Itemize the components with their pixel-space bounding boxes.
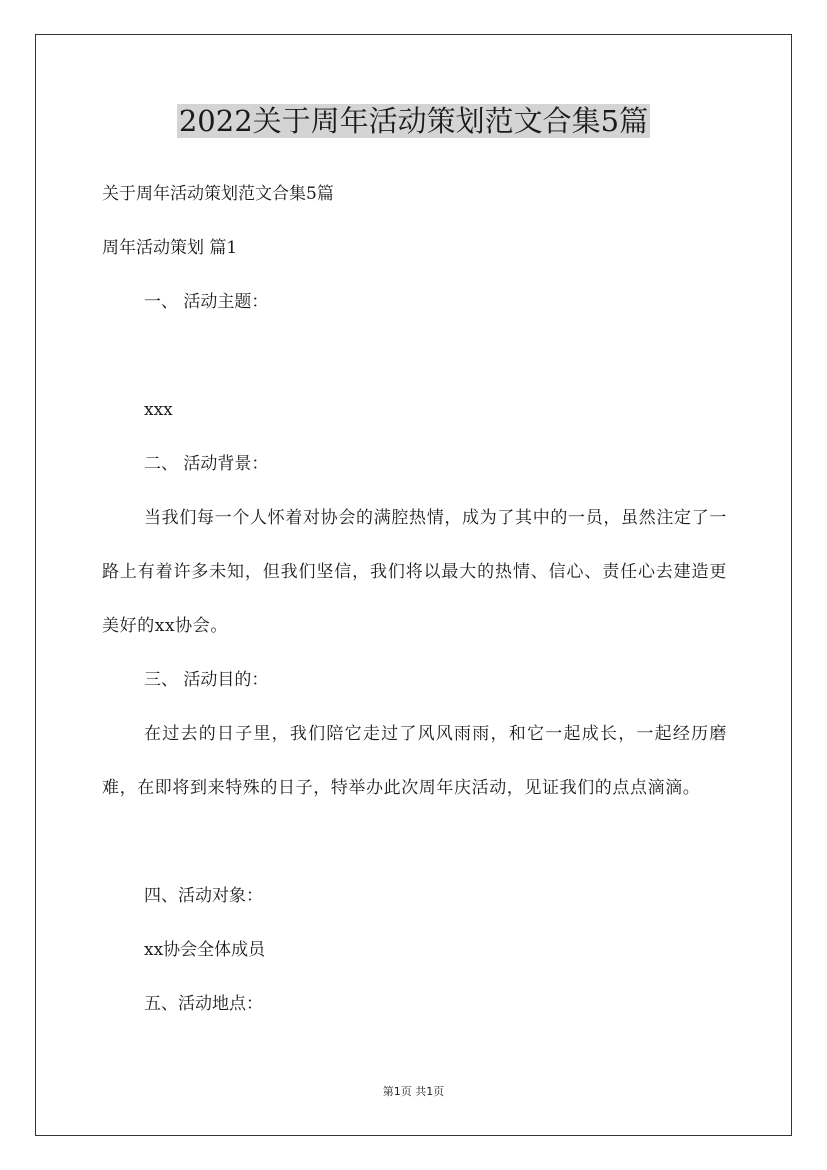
section-heading-audience: 四、活动对象： xyxy=(144,886,263,906)
purpose-paragraph: 在过去的日子里，我们陪它走过了风风雨雨，和它一起成长，一起经历磨难，在即将到来特殊的日子，特举办此次周年庆活动，见证我们的点点滴滴。 xyxy=(102,724,727,798)
background-paragraph: 当我们每一个人怀着对协会的满腔热情，成为了其中的一员，虽然注定了一路上有着许多未知，但我们坚信，我们将以最大的热情、信心、责任心去建造更美好的xx协会。 xyxy=(102,508,727,636)
section-heading-theme: 一、 活动主题： xyxy=(144,292,269,312)
document-title-text: 2022关于周年活动策划范文合集5篇 xyxy=(178,104,649,138)
audience-value: xx协会全体成员 xyxy=(144,940,266,960)
document-subtitle: 关于周年活动策划范文合集5篇 xyxy=(102,184,334,204)
page-number-footer: 第1页 共1页 xyxy=(382,1085,445,1098)
theme-value: xxx xyxy=(144,400,173,420)
section-heading-location: 五、活动地点： xyxy=(144,994,263,1014)
part-heading: 周年活动策划 篇1 xyxy=(102,238,238,258)
section-heading-background: 二、 活动背景： xyxy=(144,454,269,474)
section-heading-purpose: 三、 活动目的： xyxy=(144,670,269,690)
document-title xyxy=(0,100,827,142)
